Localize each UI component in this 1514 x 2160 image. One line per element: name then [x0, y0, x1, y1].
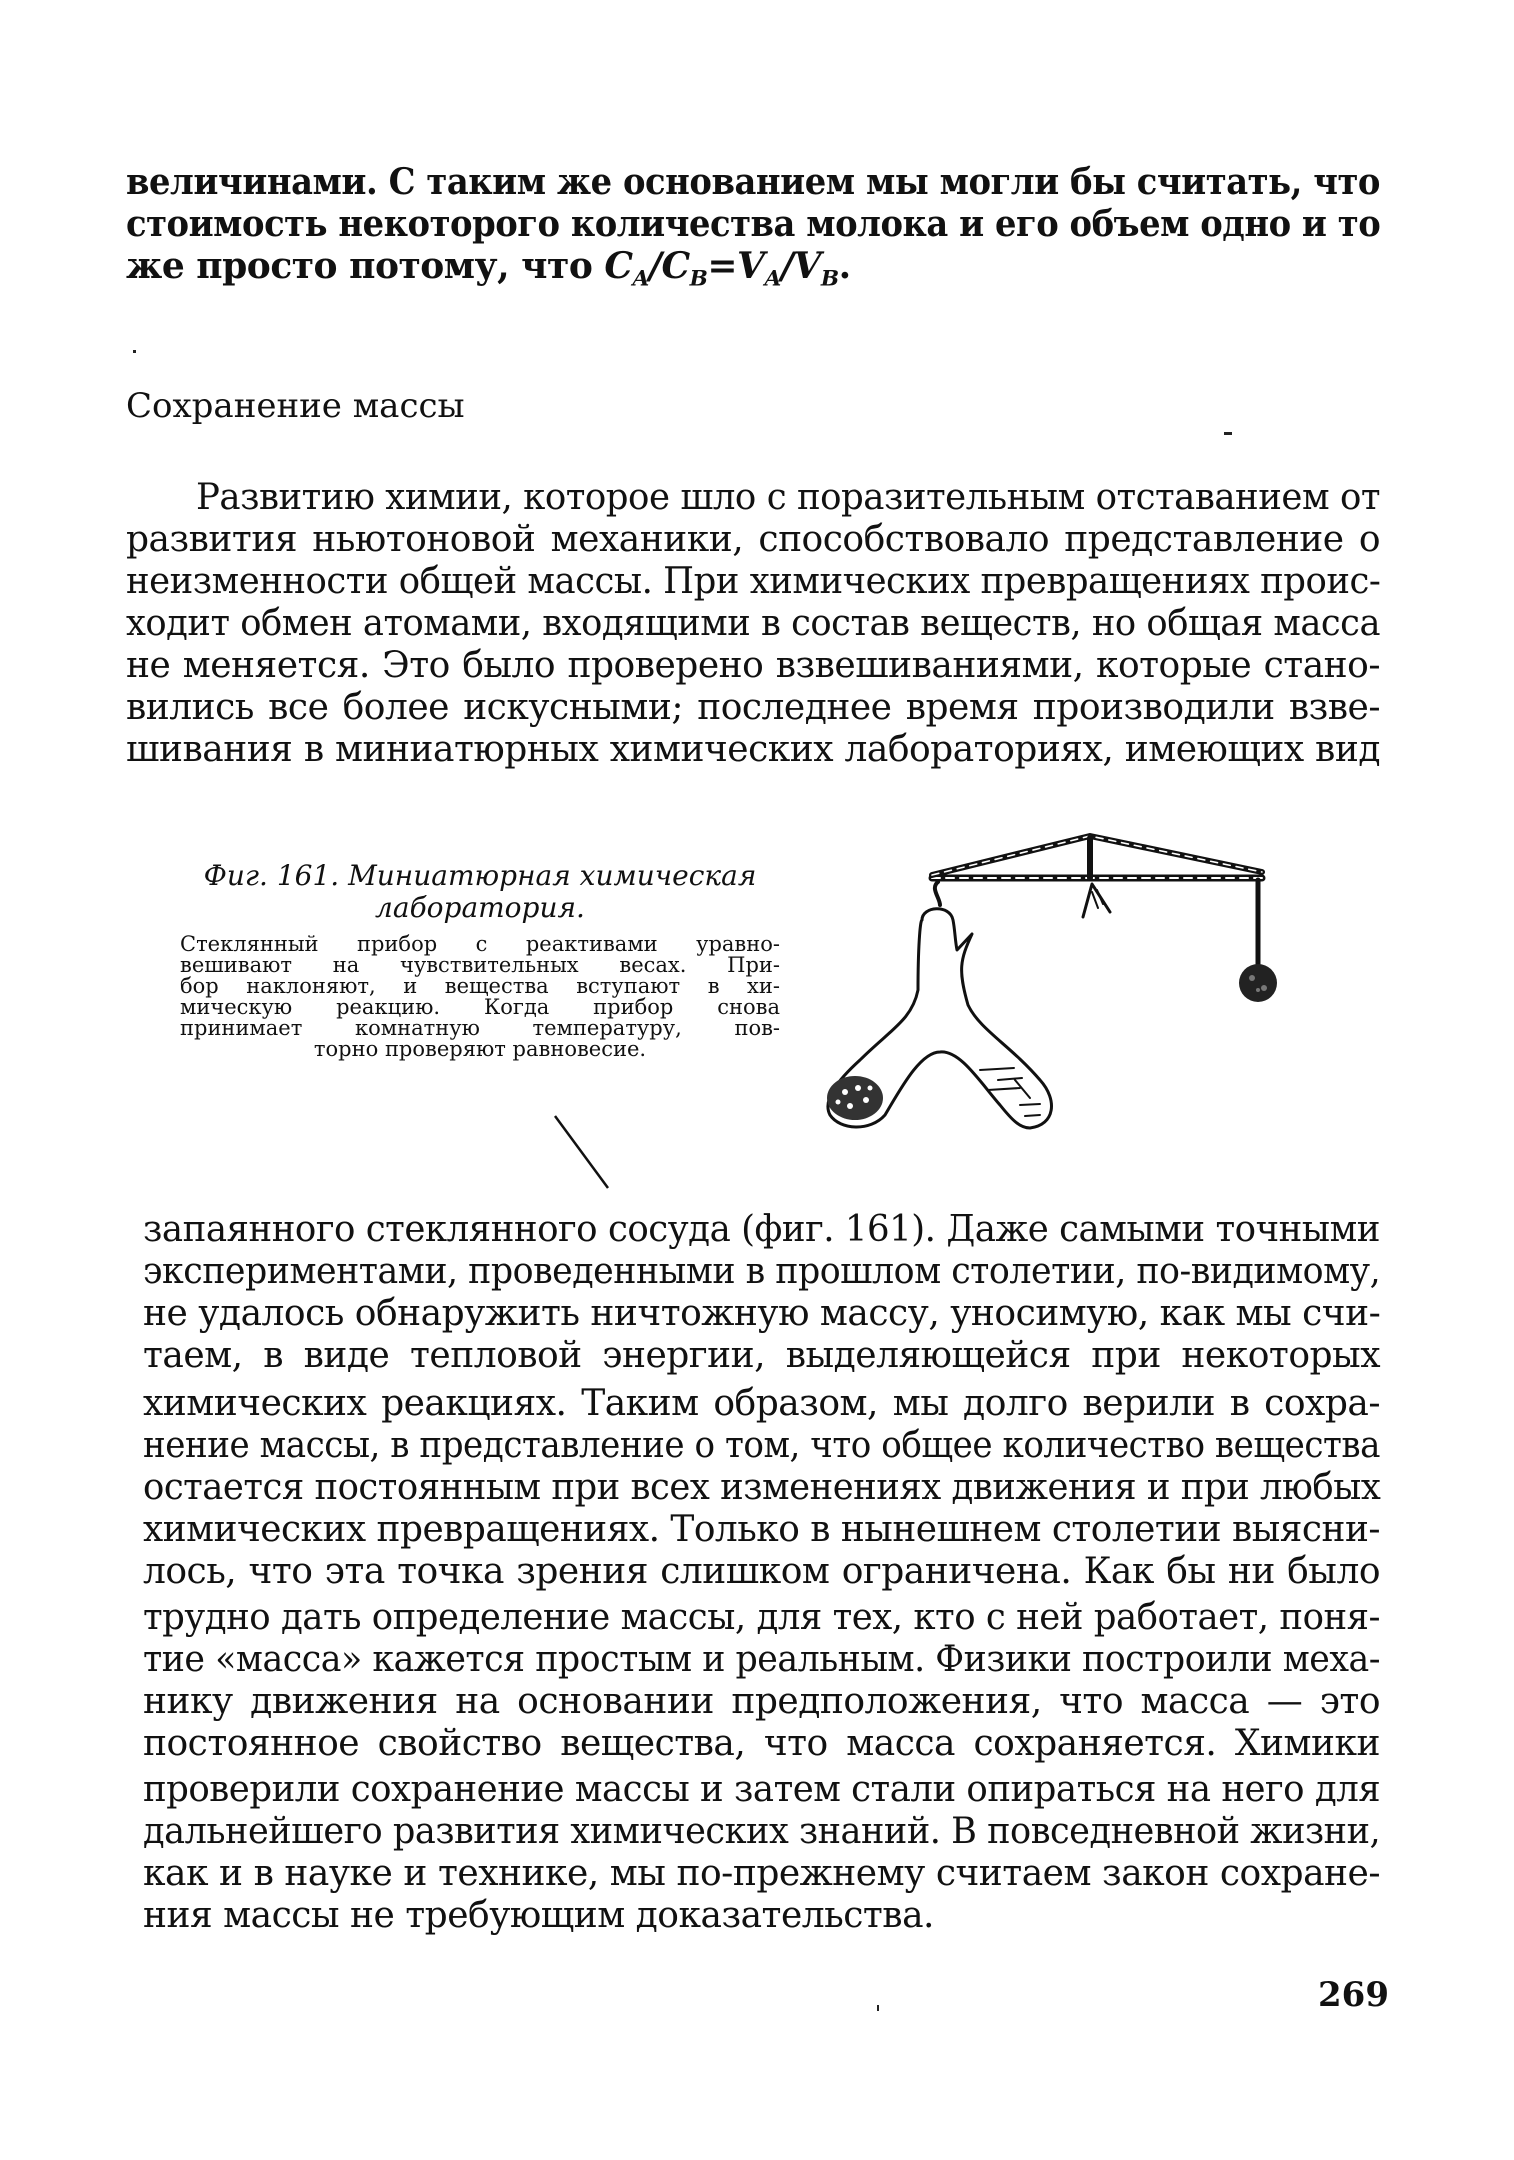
scan-speck: [1224, 432, 1232, 435]
scan-speck: [133, 350, 136, 353]
text-line: экспериментами, проведенными в прошлом столетии, по-видимому,: [143, 1251, 1381, 1292]
formula: $C_A/C_B=V_A/V_B$: [604, 245, 839, 292]
text-line: проверили сохранение массы и затем стали опираться на него для: [143, 1769, 1381, 1810]
text-line: ния массы не требующим доказательства.: [143, 1895, 934, 1936]
page-number: 269: [1318, 1975, 1389, 2015]
balance-vessel-illustration: [800, 820, 1360, 1140]
text-line: величинами. С таким же основанием мы могли бы считать, что: [126, 161, 1380, 203]
text-line: таем, в виде тепловой энергии, выделяющейся при некоторых: [143, 1335, 1380, 1376]
text-line: не меняется. Это было проверено взвешиваниями, которые стано-: [126, 645, 1380, 686]
text-line: как и в науке и технике, мы по-прежнему считаем закон сохране-: [143, 1853, 1380, 1894]
figure-caption-line: торно проверяют равновесие.: [313, 1037, 647, 1061]
text-line: тие «масса» кажется простым и реальным. Физики построили меха-: [143, 1639, 1380, 1680]
text-line: постоянное свойство вещества, что масса сохраняется. Химики: [143, 1723, 1380, 1764]
figure-title: лаборатория.: [375, 891, 585, 924]
figure-caption-line: вешивают на чувствительных весах. При-: [180, 953, 780, 977]
text-line: остается постоянным при всех изменениях движения и при любых: [143, 1467, 1381, 1508]
figure-caption-line: бор наклоняют, и вещества вступают в хи-: [180, 974, 780, 998]
figure-title: Фиг. 161. Миниатюрная химическая: [203, 859, 757, 892]
text-line: ходит обмен атомами, входящими в состав веществ, но общая масса: [126, 603, 1380, 644]
text-line: химических реакциях. Таким образом, мы долго верили в сохра-: [143, 1383, 1380, 1424]
text-line: развития ньютоновой механики, способствовало представление о: [126, 519, 1380, 560]
text-line: неизменности общей массы. При химических превращениях проис-: [126, 561, 1381, 602]
text-line: нение массы, в представление о том, что общее количество вещества: [143, 1425, 1380, 1466]
figure-caption-line: принимает комнатную температуру, пов-: [180, 1016, 780, 1040]
figure-caption-line: мическую реакцию. Когда прибор снова: [180, 995, 780, 1019]
scan-speck: [877, 2005, 879, 2011]
text-line: нику движения на основании предположения, что масса — это: [143, 1681, 1380, 1722]
text-line: дальнейшего развития химических знаний. В повседневной жизни,: [143, 1811, 1381, 1852]
text-line: вились все более искусными; последнее время производили взве-: [126, 687, 1380, 728]
figure-caption-line: Стеклянный прибор с реактивами уравно-: [180, 932, 780, 956]
section-heading: Сохранение массы: [126, 386, 465, 426]
text-line: не удалось обнаружить ничтожную массу, уносимую, как мы счи-: [143, 1293, 1381, 1334]
text-line: запаянного стеклянного сосуда (фиг. 161). Даже самыми точными: [143, 1209, 1380, 1250]
text-line: стоимость некоторого количества молока и его объем одно и то: [126, 203, 1381, 245]
text-line-with-formula: же просто потому, что $C_A/C_B=V_A/V_B$.: [126, 245, 851, 292]
text-line: шивания в миниатюрных химических лабораториях, имеющих вид: [126, 729, 1380, 770]
text-fragment: же просто потому, что: [126, 245, 605, 287]
stray-line-mark: [550, 1112, 610, 1192]
text-line: лось, что эта точка зрения слишком ограничена. Как бы ни было: [143, 1551, 1380, 1592]
text-line: Развитию химии, которое шло с поразительным отставанием от: [196, 477, 1380, 518]
text-line: химических превращениях. Только в нынешнем столетии выясни-: [143, 1509, 1380, 1550]
text-line: трудно дать определение массы, для тех, кто с ней работает, поня-: [143, 1597, 1380, 1638]
